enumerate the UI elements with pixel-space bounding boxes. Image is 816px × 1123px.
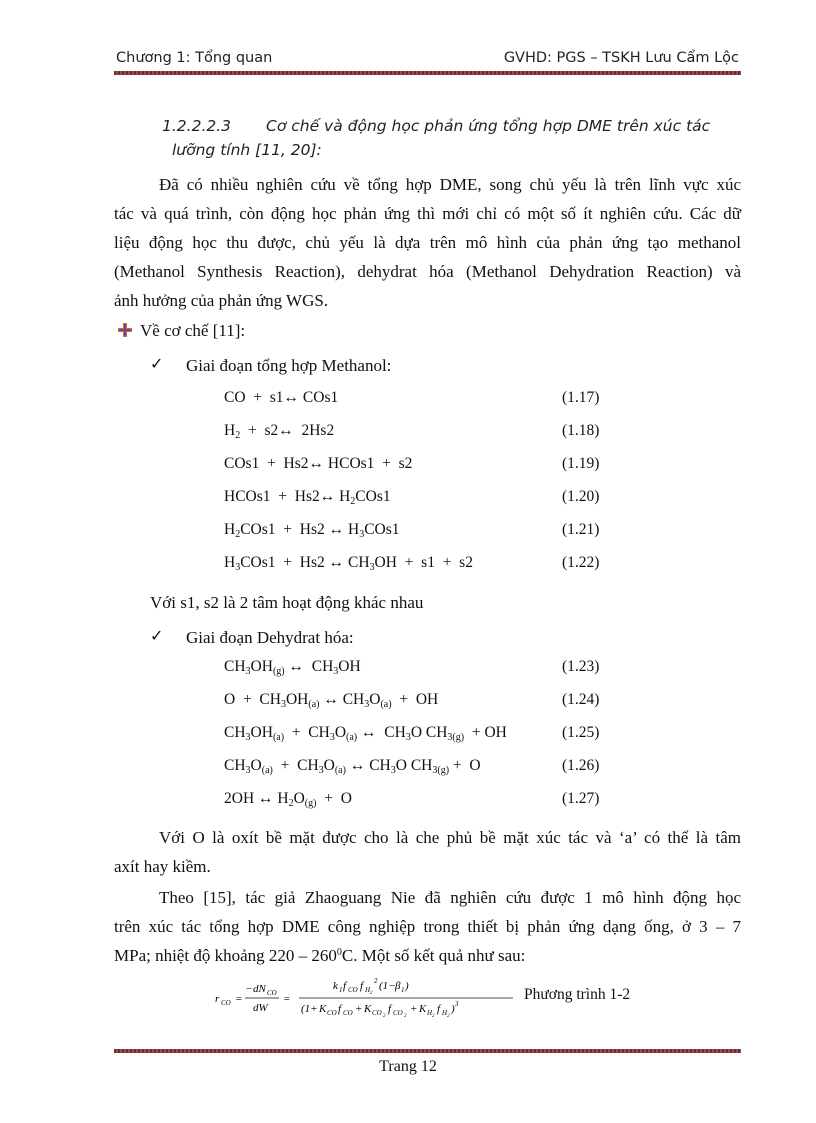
equation-1-18: $H_2$ + s2↔ 2Hs2 bbox=[224, 422, 335, 441]
svg-text:+: + bbox=[410, 1003, 418, 1015]
svg-text:f: f bbox=[360, 980, 364, 992]
equation-number: (1.22) bbox=[562, 554, 600, 571]
svg-text:f: f bbox=[388, 1003, 392, 1015]
equation-number: (1.25) bbox=[562, 724, 600, 741]
degree-superscript: 0 bbox=[336, 947, 342, 958]
svg-text:CO: CO bbox=[343, 1009, 353, 1017]
equation-number: (1.23) bbox=[562, 658, 600, 675]
svg-text:2: 2 bbox=[432, 1014, 435, 1019]
svg-text:β: β bbox=[395, 980, 401, 992]
equation-number: (1.24) bbox=[562, 691, 600, 708]
svg-text:CO: CO bbox=[267, 989, 277, 997]
header-chapter: Chương 1: Tổng quan bbox=[116, 50, 273, 66]
svg-text:2: 2 bbox=[370, 991, 373, 996]
svg-text:=: = bbox=[283, 993, 291, 1005]
para-line: Với O là oxít bề mặt được cho là che phủ bề mặt xúc tác và ‘a’ có thể là tâm bbox=[159, 828, 741, 847]
kinetics-paragraph bbox=[114, 883, 741, 970]
svg-text:r: r bbox=[215, 993, 220, 1005]
svg-text:CO: CO bbox=[327, 1009, 337, 1017]
sites-note: Với s1, s2 là 2 tâm hoạt động khác nhau bbox=[150, 593, 424, 612]
equation-1-22: $H_3COs1 + Hs2$ ↔ $CH_3OH + s1 + s2$ bbox=[224, 554, 473, 573]
equation-1-23: $CH_3OH_{(g)}$ ↔ $CH_3OH$ bbox=[224, 658, 361, 677]
svg-text:K: K bbox=[419, 1003, 427, 1015]
svg-text:3: 3 bbox=[455, 1000, 459, 1008]
page-header bbox=[114, 50, 741, 70]
svg-text:f: f bbox=[343, 980, 347, 992]
svg-text:dW: dW bbox=[253, 1002, 268, 1014]
para-line: (Methanol Synthesis Reaction), dehydrat hóa (Methanol Dehydration Reaction) và bbox=[114, 262, 741, 281]
rate-equation bbox=[215, 972, 515, 1022]
equation-1-25: $CH_3OH_{(a)} + CH_3O_{(a)}$ ↔ $CH_3O$ $CH_{3(g)}$ + OH bbox=[224, 724, 507, 743]
svg-text:f: f bbox=[437, 1003, 441, 1015]
svg-text:k: k bbox=[333, 980, 338, 992]
svg-text:2: 2 bbox=[383, 1014, 386, 1019]
equation-1-21: $H_2COs1 + Hs2$ ↔ $H_3COs1$ bbox=[224, 521, 400, 540]
svg-text:CO: CO bbox=[393, 1009, 403, 1017]
svg-text:1: 1 bbox=[339, 986, 343, 994]
svg-text:): ) bbox=[451, 1003, 455, 1015]
svg-text:CO: CO bbox=[221, 999, 231, 1007]
para-line-text: MPa; nhiệt độ khoảng 220 – 260 bbox=[114, 946, 337, 965]
intro-paragraph bbox=[114, 170, 741, 315]
section-heading bbox=[162, 114, 742, 162]
svg-text:K: K bbox=[364, 1003, 372, 1015]
oxide-paragraph bbox=[114, 823, 741, 881]
equation-number: (1.19) bbox=[562, 455, 600, 472]
section-title-line2: lưỡng tính [11, 20]: bbox=[172, 141, 322, 159]
svg-text:+: + bbox=[355, 1003, 363, 1015]
svg-text:(1−: (1− bbox=[379, 980, 396, 992]
para-line: axít hay kiềm. bbox=[114, 857, 211, 876]
section-number: 1.2.2.2.3 bbox=[162, 117, 232, 135]
para-line: Theo [15], tác giả Zhaoguang Nie đã nghiên cứu được 1 mô hình động học bbox=[159, 888, 741, 907]
svg-text:H: H bbox=[427, 1009, 433, 1017]
svg-text:K: K bbox=[319, 1003, 327, 1015]
svg-text:): ) bbox=[405, 980, 409, 992]
equation-number: (1.27) bbox=[562, 790, 600, 807]
equation-number: (1.17) bbox=[562, 389, 600, 406]
svg-text:CO: CO bbox=[348, 986, 358, 994]
equation-number: (1.26) bbox=[562, 757, 600, 774]
equation-number: (1.21) bbox=[562, 521, 600, 538]
para-line: ảnh hưởng của phản ứng WGS. bbox=[114, 291, 329, 310]
check-icon: ✓ bbox=[150, 354, 164, 373]
svg-text:H: H bbox=[365, 986, 371, 994]
equation-number: (1.18) bbox=[562, 422, 600, 439]
para-line: liệu động học thu được, chủ yếu là dựa trên mô hình của phản ứng tạo methanol bbox=[114, 233, 741, 252]
mechanism-heading: Về cơ chế [11]: bbox=[140, 321, 246, 340]
svg-text:1: 1 bbox=[401, 986, 405, 994]
section-title-line1: Cơ chế và động học phản ứng tổng hợp DME trên xúc tác bbox=[266, 117, 711, 135]
equation-1-24: $O + CH_3OH_{(a)}$ ↔ $CH_3O_{(a)}$ + OH bbox=[224, 691, 439, 710]
svg-text:2: 2 bbox=[447, 1014, 450, 1019]
svg-text:(1+: (1+ bbox=[301, 1003, 318, 1015]
page-number: Trang 12 bbox=[379, 1058, 437, 1075]
stage2-title: Giai đoạn Dehydrat hóa: bbox=[186, 628, 354, 647]
para-line bbox=[114, 941, 741, 970]
para-line: tác và quá trình, còn động học phản ứng thì mới chỉ có một số ít nghiên cứu. Các dữ bbox=[114, 204, 741, 223]
para-line: Đã có nhiều nghiên cứu về tổng hợp DME, song chủ yếu là trên lĩnh vực xúc bbox=[159, 175, 741, 194]
svg-text:2: 2 bbox=[374, 977, 378, 985]
para-line-text: C. Một số kết quả như sau: bbox=[341, 946, 526, 965]
svg-text:CO: CO bbox=[372, 1009, 382, 1017]
svg-text:2: 2 bbox=[404, 1014, 407, 1019]
equation-1-27: 2OH ↔ $H_2O_{(g)} + O$ bbox=[224, 790, 352, 809]
para-line: trên xúc tác tổng hợp DME công nghiệp trong thiết bị phản ứng dạng ống, ở 3 – 7 bbox=[114, 917, 741, 936]
equation-1-17: CO + s1↔ COs1 bbox=[224, 389, 339, 406]
svg-text:=: = bbox=[235, 993, 243, 1005]
svg-text:H: H bbox=[442, 1009, 448, 1017]
equation-1-20: HCOs1 + Hs2↔ $H_2COs1$ bbox=[224, 488, 391, 507]
header-rule bbox=[114, 71, 741, 75]
equation-1-19: COs1 + Hs2↔ HCOs1 + s2 bbox=[224, 455, 413, 472]
check-icon: ✓ bbox=[150, 626, 164, 645]
svg-text:f: f bbox=[338, 1003, 342, 1015]
formula-label: Phương trình 1-2 bbox=[524, 986, 631, 1003]
svg-text:dN: dN bbox=[253, 983, 266, 995]
footer-rule bbox=[114, 1049, 741, 1053]
pushpin-bullet-icon bbox=[117, 322, 133, 338]
header-advisor: GVHD: PGS – TSKH Lưu Cẩm Lộc bbox=[503, 50, 739, 66]
equation-number: (1.20) bbox=[562, 488, 600, 505]
equation-1-26: $CH_3O_{(a)} + CH_3O_{(a)}$ ↔ $CH_3O$ $CH_{3(g)} + O$ bbox=[224, 757, 481, 776]
svg-text:−: − bbox=[245, 983, 253, 995]
stage1-title: Giai đoạn tổng hợp Methanol: bbox=[186, 356, 392, 375]
